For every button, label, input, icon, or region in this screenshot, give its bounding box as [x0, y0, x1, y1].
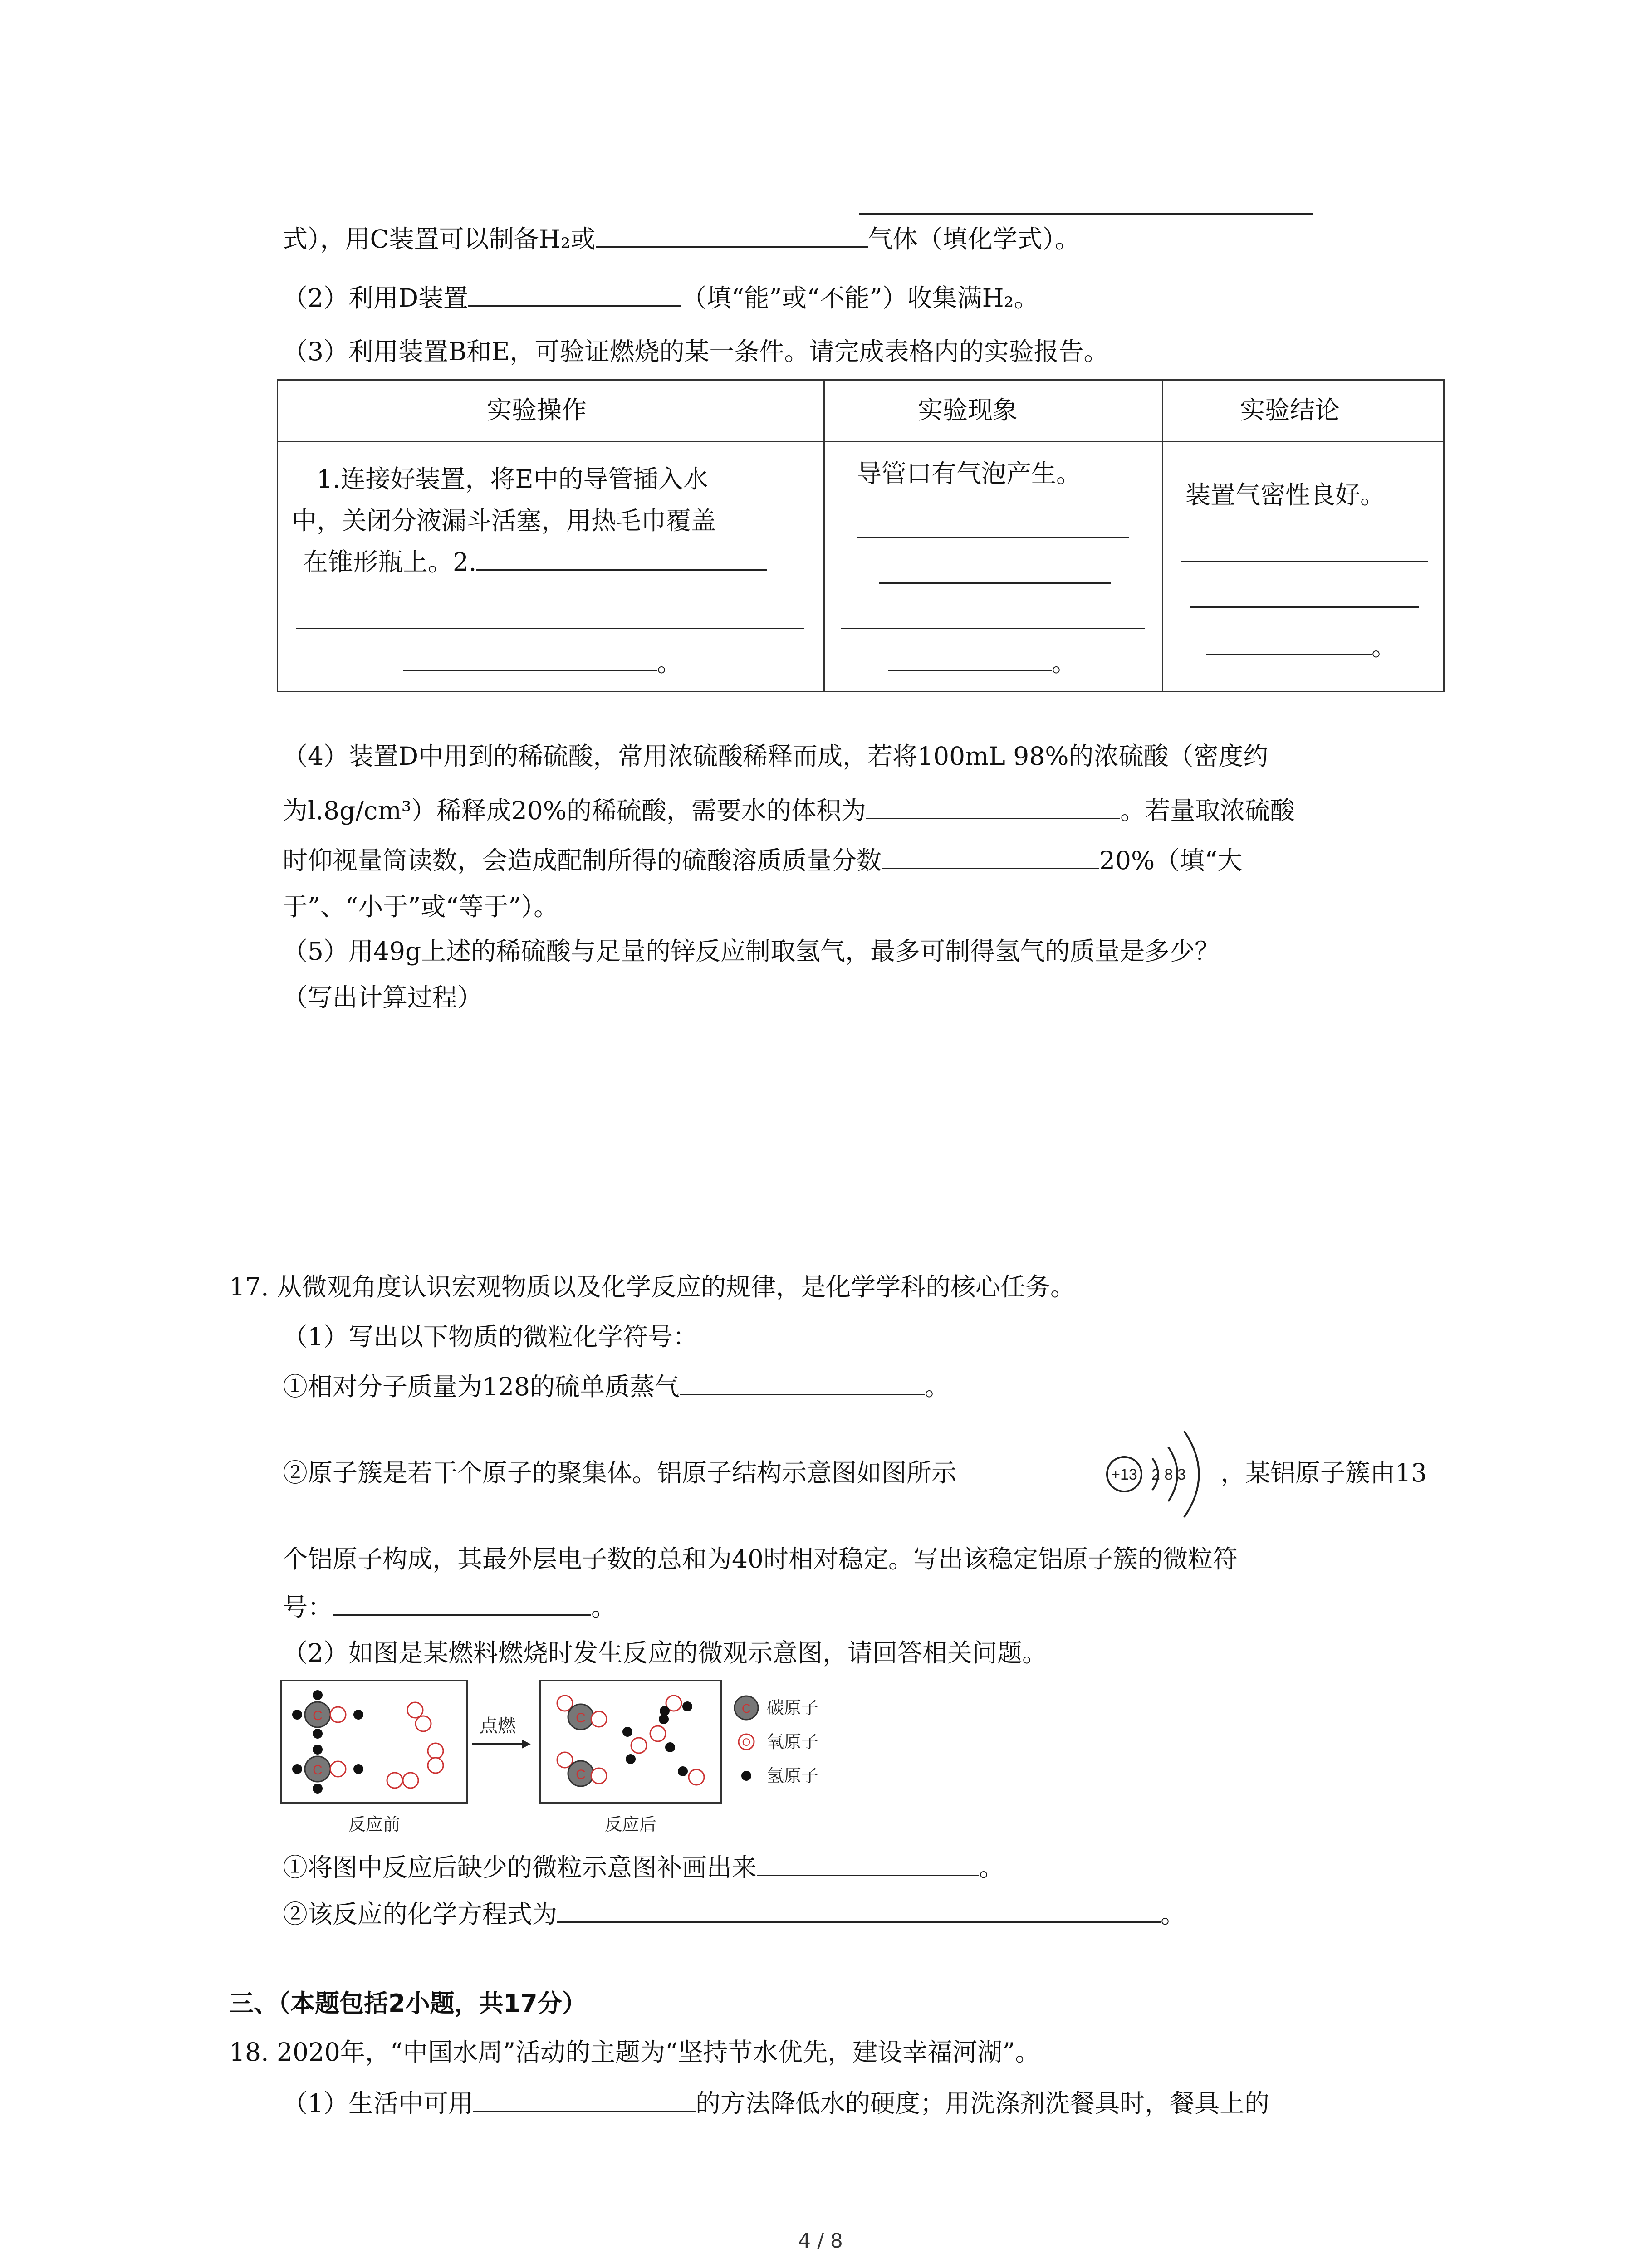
text-line: [283, 339, 1109, 364]
hydrogen-atom: [626, 1754, 636, 1764]
oxygen-atom: [330, 1761, 346, 1777]
text: ，某铝原子簇由13: [1220, 1458, 1427, 1487]
legend-hydrogen-icon: [741, 1771, 751, 1781]
text-line: [283, 227, 1080, 252]
hydrogen-atom: [660, 1706, 670, 1716]
text: （2）如图是某燃料燃烧时发生反应的微观示意图，请回答相关问题。: [283, 1638, 1047, 1667]
answer-blank[interactable]: [296, 628, 804, 629]
operation-line: 中，关闭分液漏斗活塞，用热毛巾覆盖: [292, 506, 716, 535]
text: 号：: [283, 1593, 333, 1622]
text-line: [283, 894, 558, 919]
table-divider: [1162, 381, 1163, 691]
text-line: [1220, 1458, 1427, 1487]
operation-line: 1.连接好装置，将E中的导管插入水: [317, 464, 708, 494]
oxygen-atom: [428, 1743, 443, 1759]
text: 。: [657, 648, 682, 677]
answer-blank[interactable]: [866, 817, 1120, 819]
table-header-operation: 实验操作: [487, 396, 587, 425]
answer-blank[interactable]: [1206, 654, 1372, 655]
text: 。: [979, 1853, 1004, 1882]
text: （填“能”或“不能”）收集满H₂。: [681, 284, 1039, 313]
text: 气体（填化学式）。: [867, 225, 1080, 254]
text: （5）用49g上述的稀硫酸与足量的锌反应制取氢气，最多可制得氢气的质量是多少？: [283, 937, 1220, 966]
reaction-arrow-head: [522, 1740, 531, 1749]
text: 在锥形瓶上。2.: [303, 547, 477, 577]
hydrogen-atom: [353, 1764, 363, 1774]
answer-blank[interactable]: [857, 537, 1129, 538]
text: 于”、“小于”或“等于”）。: [283, 892, 559, 921]
text-line: [283, 1855, 1004, 1880]
text-line: [283, 1638, 1047, 1667]
text: （1）生活中可用: [283, 2089, 473, 2118]
answer-blank[interactable]: [757, 1874, 979, 1876]
legend-oxygen-icon-letter: O: [742, 1736, 751, 1749]
answer-blank[interactable]: [403, 670, 657, 671]
text: （3）利用装置B和E，可验证燃烧的某一条件。请完成表格内的实验报告。: [283, 337, 1109, 366]
text: （2）利用D装置: [283, 284, 469, 313]
shell-electrons: 2 8 3: [1151, 1466, 1186, 1483]
text: （4）装置D中用到的稀硫酸，常用浓硫酸稀释而成，若将100mL 98%的浓硫酸（密度约: [283, 742, 1269, 771]
legend-carbon-icon-letter: C: [741, 1701, 751, 1716]
hydrogen-atom: [292, 1764, 302, 1774]
legend-carbon-label: 碳原子: [767, 1699, 819, 1718]
text-line: [283, 286, 1039, 311]
text: 。: [1372, 632, 1397, 661]
hydrogen-atom: [313, 1784, 323, 1794]
nucleus-charge: +13: [1111, 1466, 1137, 1483]
text-line: [283, 1374, 950, 1399]
answer-blank[interactable]: [680, 1393, 925, 1395]
conclusion-line: 装置气密性良好。: [1185, 480, 1386, 509]
text-line: [283, 1547, 1238, 1572]
table-header-phenomenon: 实验现象: [918, 396, 1018, 425]
before-label: 反应前: [348, 1815, 401, 1834]
phenomenon-line: 导管口有气泡产生。: [857, 459, 1082, 488]
oxygen-atom: [428, 1758, 443, 1773]
text-line: [283, 2091, 1269, 2116]
text: 。: [1052, 648, 1077, 677]
answer-blank[interactable]: [596, 246, 868, 248]
text: ①相对分子质量为128的硫单质蒸气: [283, 1372, 680, 1401]
answer-blank[interactable]: [476, 569, 767, 571]
hydrogen-atom: [353, 1710, 363, 1720]
oxygen-atom: [591, 1768, 607, 1784]
oxygen-atom: [330, 1707, 346, 1722]
legend-oxygen-label: 氧原子: [767, 1733, 819, 1752]
answer-blank[interactable]: [882, 867, 1099, 869]
oxygen-atom: [416, 1716, 431, 1731]
hydrogen-atom: [678, 1766, 688, 1776]
text: 20%（填“大: [1099, 846, 1243, 875]
page-number: 4 / 8: [798, 2229, 843, 2253]
table-divider: [278, 441, 1443, 442]
hydrogen-atom: [682, 1701, 692, 1711]
text: 式），用C装置可以制备H₂或: [283, 225, 596, 254]
electron-shell-arc: [1184, 1431, 1199, 1517]
answer-blank[interactable]: [879, 582, 1111, 584]
text: 为l.8g/cm³）稀释成20%的稀硫酸，需要水的体积为: [283, 796, 867, 825]
carbon-atom-label: C: [313, 1708, 323, 1723]
text-line: [283, 1322, 698, 1351]
text: 时仰视量筒读数，会造成配制所得的硫酸溶质质量分数: [283, 846, 882, 875]
reaction-micro-diagram: [279, 1678, 869, 1842]
hydrogen-atom: [292, 1710, 302, 1720]
text: ①将图中反应后缺少的微粒示意图补画出来: [283, 1853, 757, 1882]
text: ②该反应的化学方程式为: [283, 1900, 558, 1929]
answer-blank[interactable]: [1190, 606, 1419, 608]
answer-blank[interactable]: [333, 1614, 591, 1616]
answer-blank-top[interactable]: [859, 213, 1313, 215]
text-line: [283, 939, 1220, 964]
answer-blank[interactable]: [473, 2110, 696, 2112]
text: 。: [591, 1593, 617, 1622]
hydrogen-atom: [313, 1729, 323, 1739]
text: 的方法降低水的硬度；用洗涤剂洗餐具时，餐具上的: [696, 2089, 1270, 2118]
oxygen-atom: [403, 1773, 418, 1788]
hydrogen-atom: [622, 1727, 632, 1737]
text: 个铝原子构成，其最外层电子数的总和为40时相对稳定。写出该稳定铝原子簇的微粒符: [283, 1545, 1238, 1574]
text-line: [283, 744, 1268, 769]
operation-line: [403, 650, 682, 675]
text-line: [283, 848, 1242, 873]
before-box: [281, 1681, 467, 1803]
table-header-conclusion: 实验结论: [1240, 396, 1340, 425]
text-line: [283, 1902, 1185, 1927]
carbon-atom-label: C: [313, 1763, 323, 1778]
carbon-atom-label: C: [576, 1767, 586, 1782]
question-17: [229, 1272, 1075, 1301]
answer-blank[interactable]: [1181, 561, 1428, 562]
text-line: [283, 1595, 616, 1620]
legend-hydrogen-label: 氢原子: [767, 1767, 819, 1786]
hydrogen-atom: [313, 1690, 323, 1700]
section-3-heading: [229, 1991, 587, 2016]
conclusion-line: [1206, 632, 1397, 661]
oxygen-atom: [631, 1738, 647, 1753]
phenomenon-line: [888, 650, 1077, 675]
oxygen-atom: [689, 1769, 704, 1785]
text-line: [283, 798, 1295, 823]
text-line: [283, 1458, 957, 1487]
text: 。: [924, 1372, 950, 1401]
operation-line: [303, 547, 767, 577]
oxygen-atom: [650, 1726, 666, 1741]
carbon-atom-label: C: [576, 1711, 586, 1725]
text: （1）写出以下物质的微粒化学符号：: [283, 1322, 698, 1351]
text: ②原子簇是若干个原子的聚集体。铝原子结构示意图如图所示: [283, 1458, 957, 1487]
table-divider: [823, 381, 825, 691]
text-line: [283, 985, 482, 1010]
text: 三、（本题包括2小题，共17分）: [229, 1989, 587, 2018]
arrow-label: 点燃: [480, 1716, 516, 1736]
question-18: [229, 2040, 1040, 2065]
answer-blank[interactable]: [888, 670, 1052, 671]
oxygen-atom: [407, 1702, 423, 1718]
answer-blank[interactable]: [841, 628, 1145, 629]
text: 。: [1161, 1900, 1186, 1929]
text: 。若量取浓硫酸: [1120, 796, 1295, 825]
text: 18. 2020年，“中国水周”活动的主题为“坚持节水优先，建设幸福河湖”。: [229, 2038, 1040, 2067]
answer-blank[interactable]: [468, 305, 681, 307]
answer-blank[interactable]: [557, 1921, 1161, 1923]
hydrogen-atom: [665, 1742, 675, 1752]
aluminum-atom-structure-diagram: [1098, 1415, 1216, 1533]
text: 17. 从微观角度认识宏观物质以及化学反应的规律，是化学学科的核心任务。: [229, 1272, 1075, 1301]
text: （写出计算过程）: [283, 983, 483, 1012]
after-label: 反应后: [604, 1815, 657, 1834]
experiment-report-table: [277, 379, 1445, 692]
oxygen-atom: [387, 1773, 402, 1788]
hydrogen-atom: [313, 1745, 323, 1755]
oxygen-atom: [591, 1711, 607, 1727]
